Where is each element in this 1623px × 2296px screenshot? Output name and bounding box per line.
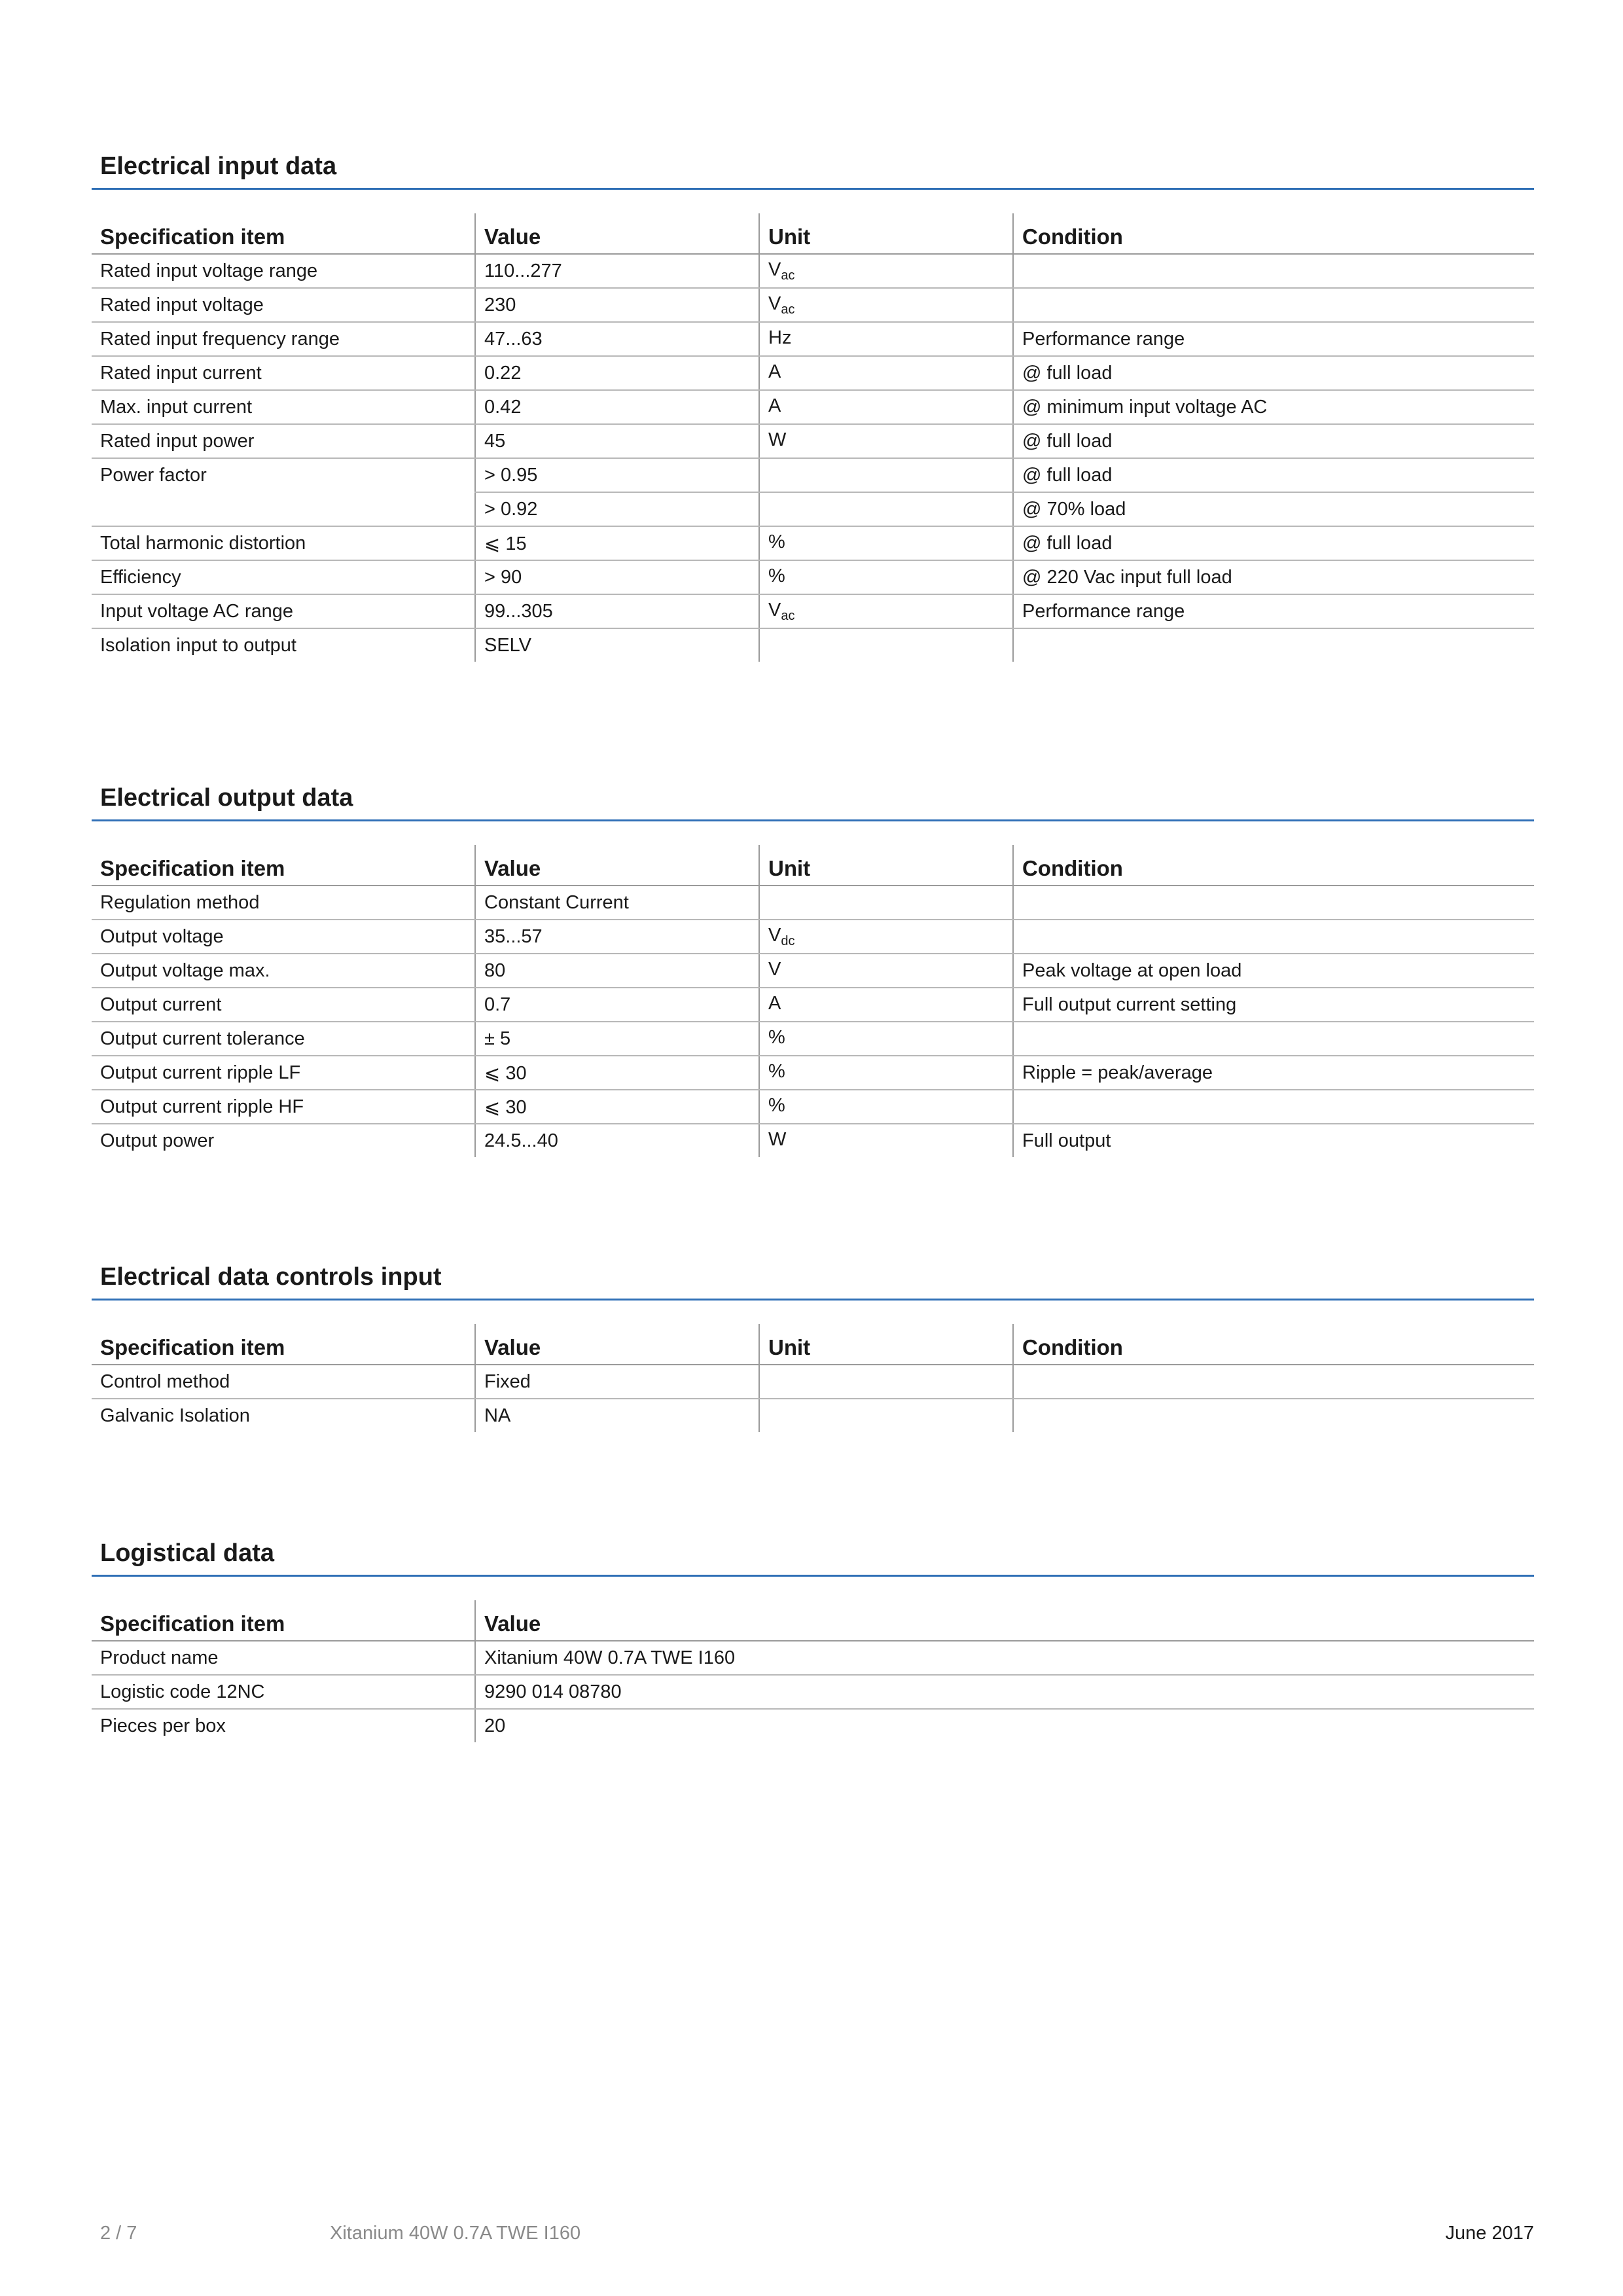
cell-item: Pieces per box — [100, 1715, 226, 1736]
cell-value: 99...305 — [475, 594, 759, 628]
table-row — [92, 424, 1534, 458]
cell-item: Rated input current — [92, 356, 475, 390]
section-divider — [92, 1575, 1534, 1577]
cell-condition: @ full load — [1013, 458, 1534, 492]
col-header-condition: Condition — [1013, 213, 1534, 254]
spec-table-electrical-input — [92, 213, 1534, 662]
cell-unit — [759, 458, 1013, 492]
cell-value: 47...63 — [475, 322, 759, 356]
cell-unit — [759, 954, 1013, 988]
cell-item: Rated input voltage range — [92, 254, 475, 288]
unit-text: A — [768, 361, 781, 382]
cell-unit — [759, 424, 1013, 458]
cell-value: 0.22 — [475, 356, 759, 390]
spec-table-logistical — [92, 1600, 1534, 1742]
unit-text: A — [768, 992, 781, 1014]
cell-condition: @ 220 Vac input full load — [1013, 560, 1534, 594]
table-row — [92, 1365, 1534, 1399]
table-row — [92, 1022, 1534, 1056]
cell-item: Output voltage — [92, 920, 475, 954]
cell-item: Regulation method — [92, 886, 475, 920]
cell-condition: @ 70% load — [1013, 492, 1534, 526]
cell-unit — [759, 886, 1013, 920]
cell-value: ± 5 — [475, 1022, 759, 1056]
table-row — [92, 1399, 1534, 1432]
cell-unit — [759, 390, 1013, 424]
cell-unit — [759, 988, 1013, 1022]
cell-item: Product name — [92, 1641, 475, 1675]
table-row — [92, 988, 1534, 1022]
unit-text: W — [768, 1128, 787, 1150]
cell-unit — [759, 1022, 1013, 1056]
col-header-unit: Unit — [759, 1324, 1013, 1365]
table-row — [92, 526, 1534, 560]
footer-product-name: Xitanium 40W 0.7A TWE I160 — [330, 2223, 581, 2244]
table-row — [92, 1124, 1534, 1157]
cell-value: 45 — [475, 424, 759, 458]
cell-unit — [759, 254, 1013, 288]
cell-condition — [1013, 920, 1534, 954]
cell-value: NA — [475, 1399, 759, 1432]
cell-unit — [759, 356, 1013, 390]
section-divider — [92, 1299, 1534, 1300]
unit-text: V — [768, 293, 781, 314]
unit-text: V — [768, 259, 781, 280]
col-header-condition: Condition — [1013, 1324, 1534, 1365]
cell-unit — [759, 322, 1013, 356]
cell-value: > 90 — [475, 560, 759, 594]
table-row — [92, 560, 1534, 594]
cell-value: 230 — [475, 288, 759, 322]
cell-value: Fixed — [475, 1365, 759, 1399]
cell-item: Rated input power — [92, 424, 475, 458]
cell-value: 24.5...40 — [475, 1124, 759, 1157]
cell-unit — [759, 1365, 1013, 1399]
cell-item: Rated input frequency range — [92, 322, 475, 356]
cell-condition: Performance range — [1013, 322, 1534, 356]
cell-item: Logistic code 12NC — [92, 1675, 475, 1709]
table-row — [92, 356, 1534, 390]
section-electrical-controls-input — [92, 1258, 1534, 1432]
cell-unit — [759, 492, 1013, 526]
cell-value: 0.42 — [475, 390, 759, 424]
cell-value: 0.7 — [475, 988, 759, 1022]
cell-unit — [759, 1056, 1013, 1090]
table-row — [92, 322, 1534, 356]
table-header-row — [92, 1324, 1534, 1365]
cell-condition: @ minimum input voltage AC — [1013, 390, 1534, 424]
unit-text: V — [768, 958, 781, 980]
cell-item: Output current tolerance — [92, 1022, 475, 1056]
unit-text: % — [768, 531, 785, 552]
unit-subscript: ac — [781, 302, 795, 317]
cell-unit — [759, 1090, 1013, 1124]
section-title: Logistical data — [100, 1539, 275, 1567]
cell-condition: Peak voltage at open load — [1013, 954, 1534, 988]
table-row — [92, 1675, 1534, 1709]
cell-value: 110...277 — [475, 254, 759, 288]
unit-text: V — [768, 924, 781, 946]
cell-condition: Ripple = peak/average — [1013, 1056, 1534, 1090]
col-header-spec-item: Specification item — [92, 1600, 475, 1641]
table-row — [92, 390, 1534, 424]
cell-unit — [759, 1399, 1013, 1432]
cell-item: Output voltage max. — [92, 954, 475, 988]
unit-text: % — [768, 1060, 785, 1082]
table-row — [92, 1090, 1534, 1124]
unit-text: % — [768, 565, 785, 586]
spec-table-controls-input — [92, 1324, 1534, 1432]
col-header-value: Value — [475, 845, 759, 886]
cell-condition — [1013, 1022, 1534, 1056]
unit-text: % — [768, 1094, 785, 1116]
unit-text: V — [768, 599, 781, 620]
cell-value: 35...57 — [475, 920, 759, 954]
cell-item: Power factor — [100, 465, 207, 486]
col-header-value: Value — [475, 1600, 1534, 1641]
section-electrical-output — [92, 779, 1534, 1157]
cell-value: 9290 014 08780 — [475, 1675, 1534, 1709]
table-header-row — [92, 213, 1534, 254]
cell-item: Output current — [92, 988, 475, 1022]
cell-value: Constant Current — [475, 886, 759, 920]
section-title: Electrical input data — [100, 152, 337, 180]
col-header-spec-item: Specification item — [92, 213, 475, 254]
cell-value: ⩽ 30 — [475, 1090, 759, 1124]
cell-unit — [759, 920, 1013, 954]
cell-item: Input voltage AC range — [92, 594, 475, 628]
spec-table-electrical-output — [92, 845, 1534, 1157]
col-header-condition: Condition — [1013, 845, 1534, 886]
cell-condition — [1013, 1090, 1534, 1124]
footer-page-number: 2 / 7 — [100, 2223, 137, 2244]
section-divider — [92, 188, 1534, 190]
cell-condition — [1013, 886, 1534, 920]
cell-item — [92, 492, 475, 526]
cell-unit — [759, 1124, 1013, 1157]
cell-value: SELV — [475, 628, 759, 662]
cell-item: Output current ripple LF — [92, 1056, 475, 1090]
cell-item: Isolation input to output — [100, 634, 296, 656]
table-row — [92, 954, 1534, 988]
table-row — [92, 920, 1534, 954]
cell-item: Rated input voltage — [92, 288, 475, 322]
cell-item: Max. input current — [92, 390, 475, 424]
cell-unit — [759, 594, 1013, 628]
cell-condition: @ full load — [1013, 424, 1534, 458]
cell-value: > 0.92 — [475, 492, 759, 526]
cell-unit — [759, 288, 1013, 322]
table-row — [92, 1641, 1534, 1675]
unit-text: W — [768, 429, 787, 450]
table-row — [92, 458, 1534, 492]
cell-item: Galvanic Isolation — [100, 1405, 250, 1426]
cell-condition: @ full load — [1013, 526, 1534, 560]
unit-text: % — [768, 1026, 785, 1048]
section-title: Electrical output data — [100, 784, 353, 812]
cell-value: ⩽ 30 — [475, 1056, 759, 1090]
cell-condition — [1013, 288, 1534, 322]
cell-item: Output power — [100, 1130, 215, 1151]
cell-condition: Full output — [1013, 1124, 1534, 1157]
cell-value: > 0.95 — [475, 458, 759, 492]
cell-unit — [759, 526, 1013, 560]
cell-unit — [759, 560, 1013, 594]
table-row — [92, 254, 1534, 288]
unit-subscript: ac — [781, 268, 795, 283]
cell-condition — [1013, 628, 1534, 662]
cell-unit — [759, 628, 1013, 662]
unit-subscript: ac — [781, 608, 795, 623]
cell-condition — [1013, 1365, 1534, 1399]
col-header-value: Value — [475, 1324, 759, 1365]
cell-item: Efficiency — [92, 560, 475, 594]
cell-value: 20 — [475, 1709, 1534, 1742]
col-header-value: Value — [475, 213, 759, 254]
table-header-row — [92, 1600, 1534, 1641]
col-header-unit: Unit — [759, 845, 1013, 886]
table-row — [92, 492, 1534, 526]
cell-item: Control method — [92, 1365, 475, 1399]
cell-value: Xitanium 40W 0.7A TWE I160 — [475, 1641, 1534, 1675]
col-header-spec-item: Specification item — [92, 845, 475, 886]
table-row — [92, 288, 1534, 322]
table-row — [92, 628, 1534, 662]
cell-value: 80 — [475, 954, 759, 988]
cell-item: Total harmonic distortion — [92, 526, 475, 560]
section-title: Electrical data controls input — [100, 1263, 442, 1291]
table-row — [92, 1056, 1534, 1090]
table-header-row — [92, 845, 1534, 886]
col-header-unit: Unit — [759, 213, 1013, 254]
unit-text: A — [768, 395, 781, 416]
table-row — [92, 1709, 1534, 1742]
cell-condition: @ full load — [1013, 356, 1534, 390]
unit-text: Hz — [768, 327, 792, 348]
cell-condition: Performance range — [1013, 594, 1534, 628]
section-electrical-input — [92, 147, 1534, 662]
cell-condition: Full output current setting — [1013, 988, 1534, 1022]
footer-date: June 2017 — [1445, 2223, 1534, 2244]
section-divider — [92, 819, 1534, 821]
cell-value: ⩽ 15 — [475, 526, 759, 560]
cell-condition — [1013, 1399, 1534, 1432]
cell-condition — [1013, 254, 1534, 288]
section-logistical — [92, 1534, 1534, 1742]
table-row — [92, 886, 1534, 920]
cell-item: Output current ripple HF — [92, 1090, 475, 1124]
col-header-spec-item: Specification item — [92, 1324, 475, 1365]
unit-subscript: dc — [781, 933, 795, 948]
table-row — [92, 594, 1534, 628]
